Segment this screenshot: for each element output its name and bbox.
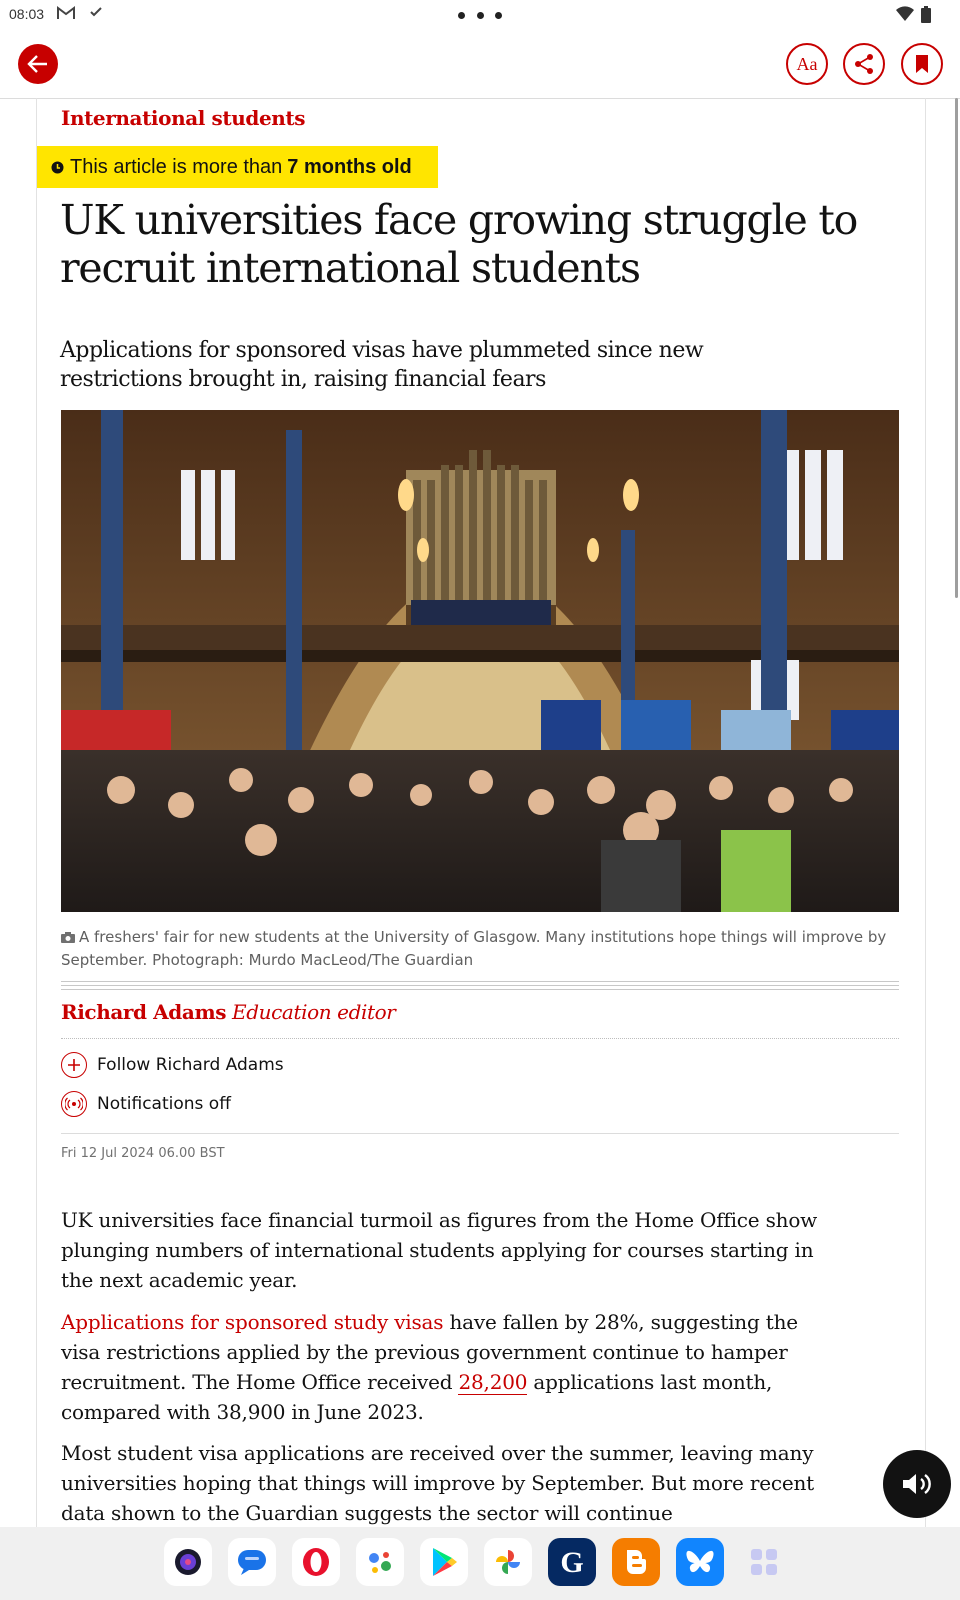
photo-caption <box>61 926 901 972</box>
check-icon <box>89 5 103 24</box>
article-headline: UK universities face growing struggle to recruit international students <box>60 196 858 292</box>
follow-author-button[interactable] <box>61 1052 284 1078</box>
window-dots-icon[interactable] <box>458 12 502 19</box>
guardian-app-icon[interactable] <box>548 1538 596 1586</box>
camera-app-icon[interactable] <box>164 1538 212 1586</box>
back-button[interactable] <box>18 44 58 84</box>
author-name[interactable]: Richard Adams <box>61 1000 227 1024</box>
article-paragraph: Most student visa applications are received over the summer, leaving many universities hoping that things will improve by September. But more recent data shown to the Guardian suggests the sector will continue <box>61 1441 814 1525</box>
age-notice-prefix: This article is more than <box>70 155 283 178</box>
clock-icon <box>51 161 64 174</box>
listen-audio-button[interactable] <box>883 1450 951 1518</box>
applications-count-link[interactable]: 28,200 <box>458 1370 528 1394</box>
photos-app-icon[interactable] <box>484 1538 532 1586</box>
divider <box>61 981 899 982</box>
text-size-label: Aa <box>796 53 818 74</box>
article-toolbar <box>0 30 960 99</box>
assistant-app-icon[interactable] <box>356 1538 404 1586</box>
byline <box>61 1000 395 1024</box>
svg-text:G: G <box>560 1546 584 1579</box>
paragraph-text: applications last month, compared with 38,900 in June 2023. <box>61 1370 773 1424</box>
paragraph-text: have fallen by 28%, suggesting the visa restrictions applied by the previous government continue to hamper recruitment. The Home Office received <box>61 1310 798 1394</box>
bookmark-icon <box>914 54 930 74</box>
divider <box>61 1133 899 1134</box>
article-paragraph: UK universities face financial turmoil as figures from the Home Office show plunging numbers of international students applying for courses starting in the next academic year. <box>61 1208 818 1292</box>
author-role: Education editor <box>232 1000 396 1024</box>
article-standfirst: Applications for sponsored visas have plummeted since new restrictions brought in, raising financial fears <box>60 338 704 392</box>
wifi-icon <box>896 6 914 27</box>
bluesky-app-icon[interactable] <box>676 1538 724 1586</box>
notifications-toggle[interactable] <box>61 1091 231 1117</box>
publish-date: Fri 12 Jul 2024 06.00 BST <box>61 1146 225 1161</box>
caption-text: A freshers' fair for new students at the University of Glasgow. Many institutions hope things will improve by September. Photograph: Murdo MacLeod/The Guardian <box>61 928 887 969</box>
status-time: 08:03 <box>9 6 45 22</box>
article-paragraph <box>61 1307 821 1427</box>
arrow-left-icon <box>27 53 49 75</box>
bookmark-button[interactable] <box>901 43 943 85</box>
main-photo-illustration <box>61 410 899 912</box>
speaker-icon <box>901 1471 933 1497</box>
status-bar <box>0 0 960 30</box>
age-notice-emphasis: 7 months old <box>287 155 412 178</box>
visa-applications-link[interactable]: Applications for sponsored study visas <box>61 1310 444 1334</box>
main-photo[interactable] <box>61 410 899 912</box>
plus-icon <box>61 1052 87 1078</box>
play-store-app-icon[interactable] <box>420 1538 468 1586</box>
section-kicker[interactable]: International students <box>61 106 306 130</box>
scrollbar[interactable] <box>955 98 958 598</box>
blogger-app-icon[interactable] <box>612 1538 660 1586</box>
app-drawer-icon[interactable] <box>740 1538 788 1586</box>
divider <box>61 1038 899 1039</box>
battery-icon <box>921 6 931 28</box>
notifications-label: Notifications off <box>97 1094 231 1114</box>
share-icon <box>853 53 875 75</box>
follow-label: Follow Richard Adams <box>97 1055 284 1075</box>
divider <box>61 985 899 986</box>
share-button[interactable] <box>843 43 885 85</box>
divider <box>61 989 899 990</box>
text-size-button[interactable] <box>786 43 828 85</box>
camera-icon <box>61 932 75 943</box>
article-age-banner <box>37 146 438 188</box>
gmail-icon <box>57 6 75 25</box>
notifications-icon <box>61 1091 87 1117</box>
opera-app-icon[interactable] <box>292 1538 340 1586</box>
app-dock <box>0 1527 960 1600</box>
messages-app-icon[interactable] <box>228 1538 276 1586</box>
